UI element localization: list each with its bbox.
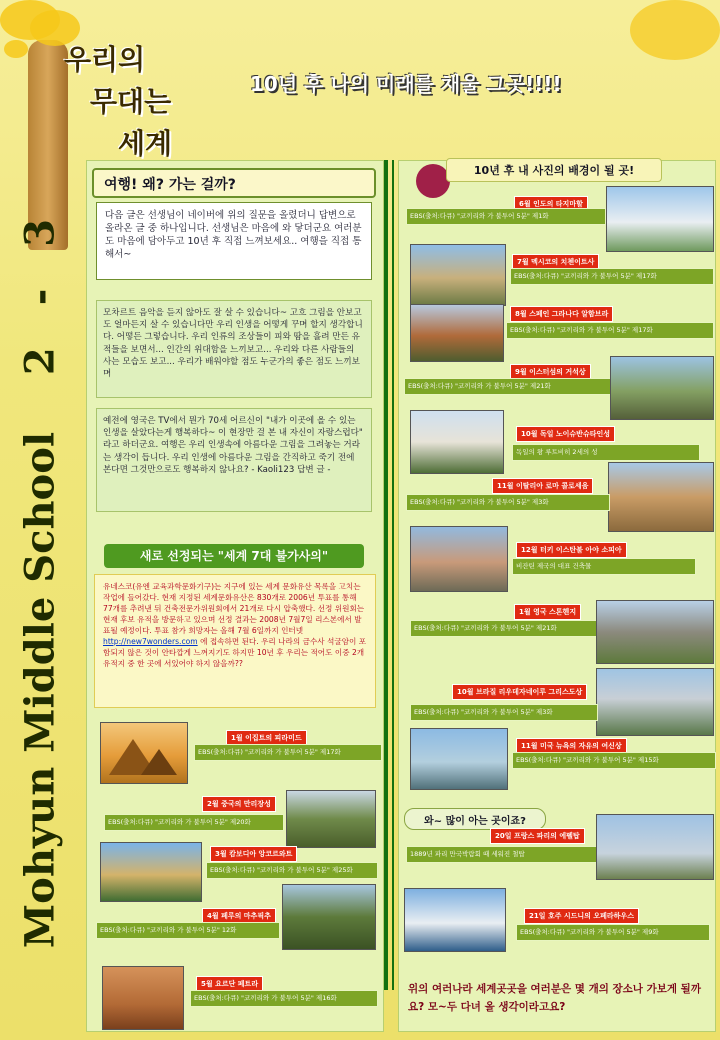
- christ-redeemer-photo: [596, 668, 714, 736]
- wonder-label-3: 3월 캄보디아 앙코르와트: [210, 846, 297, 862]
- center-question-text: 와~ 많이 아는 곳이죠?: [424, 816, 526, 827]
- wonder-info-11: EBS(출처:다큐) "코끼리와 가 불투어 5분" 제3화: [406, 494, 610, 511]
- wonder-info-1: EBS(출처:다큐) "코끼리와 가 불투어 5분" 제17화: [194, 744, 382, 761]
- angkor-photo: [100, 842, 202, 902]
- wonder-info-7: EBS(출처:다큐) "코끼리와 가 불투어 5분" 제17화: [510, 268, 714, 285]
- colosseum-photo: [608, 462, 714, 532]
- wonder-label-15: 11월 미국 뉴욕의 자유의 여신상: [516, 738, 627, 754]
- wonder-info-8: EBS(출처:다큐) "코끼리와 가 불투어 5분" 제17화: [506, 322, 714, 339]
- wonder-label-17: 21일 호주 시드니의 오페라하우스: [524, 908, 639, 924]
- wonder-info-9: EBS(출처:다큐) "코끼리와 가 불투어 5분" 제21화: [404, 378, 614, 395]
- wonders-box: [94, 574, 376, 708]
- statue-liberty-photo: [410, 728, 508, 790]
- sydney-opera-photo: [404, 888, 506, 952]
- left-question-text: 여행! 왜? 가는 걸까?: [104, 177, 236, 193]
- wonder-info-3: EBS(출처:다큐) "코끼리와 가 불투어 5분" 제25화: [206, 862, 378, 879]
- right-header: [446, 158, 662, 182]
- wonder-label-10: 10월 독일 노이슈반슈타인성: [516, 426, 615, 442]
- eiffel-tower-photo: [596, 814, 714, 880]
- title-line-1: 우리의: [64, 43, 146, 76]
- closing-box: [398, 970, 714, 1030]
- wonder-label-14: 10월 브라질 리우데자네이루 그리스도상: [452, 684, 587, 700]
- petra-photo: [102, 966, 184, 1030]
- stonehenge-photo: [596, 600, 714, 664]
- wonder-info-10: 독일의 왕 루트비히 2세의 성: [512, 444, 700, 461]
- wonders-header: [104, 544, 364, 568]
- center-divider: [384, 160, 388, 990]
- taj-mahal-photo: [606, 186, 714, 252]
- right-header-text: 10년 후 내 사진의 배경이 될 곳!: [473, 164, 635, 177]
- wonder-info-6: EBS(출처:다큐) "코끼리와 가 불투어 5분" 제1화: [406, 208, 606, 225]
- red-circle-deco: [416, 164, 450, 198]
- wonder-label-8: 8월 스페인 그라나다 알함브라: [510, 306, 613, 322]
- center-divider-2: [392, 160, 394, 990]
- wonder-label-6: 6월 인도의 타지마할: [514, 196, 588, 212]
- wonder-info-14: EBS(출처:다큐) "코끼리와 가 불투어 5분" 제3화: [410, 704, 598, 721]
- closing-text: 위의 여러나라 세계곳곳을 여러분은 몇 개의 장소나 가보게 될까요? 모~두 다녀 올 생각이라고요?: [408, 983, 701, 1013]
- alhambra-photo: [410, 304, 504, 362]
- wonder-label-4: 4월 페루의 마추픽추: [202, 908, 276, 924]
- wonder-info-16: 1889년 파리 만국박람회 때 세워진 철탑: [406, 846, 598, 863]
- chichen-itza-photo: [410, 244, 506, 306]
- intro-box: [96, 202, 372, 280]
- center-question: [404, 808, 546, 830]
- wonder-label-1: 1월 이집트의 피라미드: [226, 730, 307, 746]
- slogan: 10년 후 나의 미래를 채울 그곳!!!!: [250, 72, 562, 96]
- wonder-info-2: EBS(출처:다큐) "코끼리와 가 불투어 5분" 제20화: [104, 814, 284, 831]
- neuschwanstein-photo: [410, 410, 504, 474]
- hagia-sophia-photo: [410, 526, 508, 592]
- wonder-label-7: 7월 멕시코의 치첸이트사: [512, 254, 599, 270]
- title-line-3: 세계: [118, 127, 173, 160]
- pyramid-photo: [100, 722, 188, 784]
- wonders-link[interactable]: http://new7wonders.com: [103, 637, 198, 646]
- machu-picchu-photo: [282, 884, 376, 950]
- wonder-label-12: 12월 터키 이스탄불 아야 소피아: [516, 542, 627, 558]
- wonder-label-9: 9월 이스터섬의 거석상: [510, 364, 591, 380]
- title-line-2: 무대는: [90, 85, 172, 118]
- essay-text-1: 모차르트 음악을 듣지 않아도 잘 살 수 있습니다~ 고흐 그림을 안보고도 얼마든지 살 수 있습니다만 우리 인생을 어떻게 꾸며 할지 생각합니다. 어떻든 그렇습니다. 우리 인류의 조상들이 피와 땀을 흘려 만든 유적들을 보면서... 인간의 위대함을 느끼보고... 우리와 다른 사람들의 사는 모습도 보고... 우리가 배워야할 점도 누군가의 좋은 점도 느끼보며: [103, 308, 363, 380]
- left-question-header: [92, 168, 376, 198]
- wonders-text-2: 에 접속하면 된다. 우리 나라의 금수사 석굴암이 포함되지 않은 것이 안타깝게 느껴지기도 하지만 10년 후 우리는 적어도 이중 2개 유적지 중 한 곳에 서있어야 하지 않을까??: [103, 637, 367, 668]
- wonder-label-2: 2월 중국의 만리장성: [202, 796, 276, 812]
- blossom-right: [630, 0, 720, 60]
- great-wall-photo: [286, 790, 376, 848]
- essay-text-2: 예전에 영국은 TV에서 뭔가 70세 어르신이 "내가 이곳에 올 수 있는 인생을 살았다는게 행복하다~ 이 현장만 걸 본 내 자신이 자랑스럽다" 라고 하더군요. 여행은 우리 인생속에 아름다운 그림을 그려놓는 거라는 생각이 듭니다. 우리 인생에 아름다운 그림을 간직하고 죽기 전에 본다면 그것만으로도 행복하지 않나요? - Kaoli123 답변 글 -: [103, 416, 363, 475]
- wonder-label-11: 11월 이탈리아 로마 콜로세움: [492, 478, 593, 494]
- pyramid-icon: [101, 723, 187, 783]
- wonders-text: [103, 581, 367, 669]
- wonder-info-4: EBS(출처:다큐) "코끼리와 가 불투어 5분" 12화: [96, 922, 280, 939]
- intro-text: 다음 글은 선생님이 네이버에 위의 질문을 올렸더니 답변으로 올라온 글 중 하나입니다. 선생님은 마음에 와 닿더군요 여러분도 마음에 담아두고 10년 후 직접 느껴보세요.. 여행을 직접 통해서~: [105, 210, 362, 260]
- wonder-info-5: EBS(출처:다큐) "코끼리와 가 불투어 5분" 제16화: [190, 990, 378, 1007]
- blossom-3: [4, 40, 28, 58]
- easter-island-photo: [610, 356, 714, 420]
- wonder-info-15: EBS(출처:다큐) "코끼리와 가 불투어 5분" 제15화: [512, 752, 716, 769]
- wonder-label-5: 5월 요르단 페트라: [196, 976, 263, 992]
- wonder-label-16: 20일 프랑스 파리의 에펠탑: [490, 828, 585, 844]
- wonder-label-13: 1월 영국 스톤헨지: [514, 604, 581, 620]
- wonder-info-13: EBS(출처:다큐) "코끼리와 가 불투어 5분" 제21화: [410, 620, 598, 637]
- essay-box-1: [96, 300, 372, 398]
- wonder-info-12: 비잔틴 제국의 대표 건축물: [512, 558, 696, 575]
- wonders-header-text: 새로 선정되는 "세계 7대 불가사의": [139, 549, 329, 563]
- essay-box-2: [96, 408, 372, 512]
- school-name: Mohyun Middle School: [16, 431, 64, 949]
- wonder-info-17: EBS(출처:다큐) "코끼리와 가 불투어 5분" 제9화: [516, 924, 710, 941]
- class-label: 2 - 3: [16, 204, 64, 376]
- wonders-text-1: 유네스코(유엔 교육과학문화기구)는 지구에 있는 세계 문화유산 목록을 고치는 작업에 들어갔다. 현재 지정된 세계문화유산은 830개로 2006년 투표를 통해 77개를 추려낸 뒤 건축전문가위원회에서 21개로 다시 압축했다. 선정 위원회는 현재 후보 유적을 방문하고 있으며 선정 결과는 2008년 7월7일 리스본에서 발표될 예정이다. 투표 참가 희망자는 올해 7월 6일까지 인터넷: [103, 582, 365, 635]
